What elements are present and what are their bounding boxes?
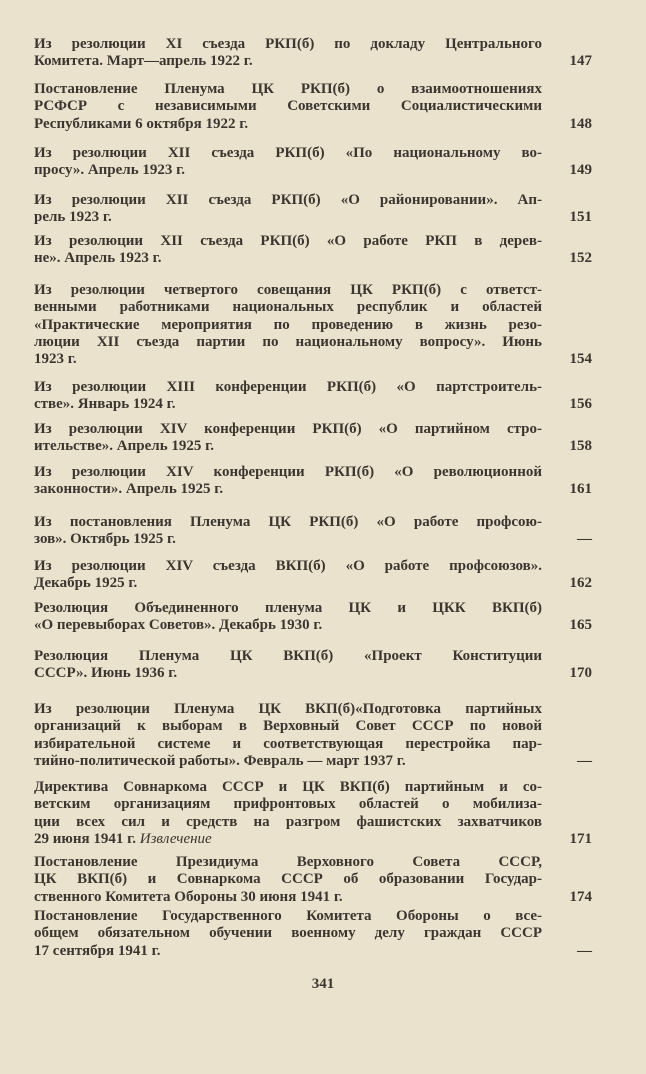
entry-text: «О перевыборах Советов». Декабрь 1930 г. <box>34 617 323 634</box>
toc-entry <box>34 464 594 499</box>
entry-title-line <box>34 209 542 226</box>
entry-title-line <box>34 334 542 351</box>
entry-title-line <box>34 796 542 813</box>
entry-page-number: 148 <box>569 115 592 132</box>
entry-title-line <box>34 779 542 796</box>
entry-text: Из постановления Пленума ЦК РКП(б) «О работе профсою- <box>34 514 542 530</box>
entry-title-line <box>34 600 542 617</box>
entry-title-line <box>34 192 542 209</box>
entry-title-line <box>34 701 542 718</box>
entry-text: Из резолюции XI съезда РКП(б) по докладу Центрального <box>34 36 542 52</box>
entry-text: ЦК ВКП(б) и Совнаркома СССР об образовании Государ- <box>34 871 542 888</box>
entry-page-number: 170 <box>569 665 592 682</box>
entry-text: 17 сентября 1941 г. <box>34 942 161 959</box>
entry-title-line <box>34 718 542 735</box>
entry-text: 29 июня 1941 г. <box>34 830 136 847</box>
toc-entry <box>34 379 594 414</box>
entry-text: Из резолюции XII съезда РКП(б) «По национальному во- <box>34 145 542 161</box>
entry-page-number: 162 <box>569 575 592 592</box>
entry-title-line <box>34 617 542 634</box>
entry-title-line <box>34 145 542 162</box>
entry-page-number: — <box>577 942 592 959</box>
entry-text: стве». Январь 1924 г. <box>34 396 176 413</box>
entry-text: Из резолюции XIV конференции РКП(б) «О партийном стро- <box>34 421 542 437</box>
entry-text: Директива Совнаркома СССР и ЦК ВКП(б) партийным и со- <box>34 779 542 795</box>
entry-title-line <box>34 753 542 770</box>
entry-text: люции XII съезда партии по национальному вопросу». Июнь <box>34 333 542 350</box>
entry-page-number: 149 <box>569 162 592 179</box>
entry-title-line <box>34 396 542 413</box>
entry-page-number: 161 <box>569 481 592 498</box>
entry-text: Резолюция Пленума ЦК ВКП(б) «Проект Конституции <box>34 648 542 664</box>
entry-title-line <box>34 81 542 98</box>
entry-title-line <box>34 943 542 960</box>
entry-text: Постановление Президиума Верховного Совета СССР, <box>34 854 542 870</box>
entry-text: Из резолюции XIV конференции РКП(б) «О революционной <box>34 464 542 480</box>
entry-text: Декабрь 1925 г. <box>34 575 138 592</box>
entry-title-line <box>34 481 542 498</box>
entry-text: избирательной системе и соответствующая перестройка пар- <box>34 735 542 752</box>
entry-title-line <box>34 464 542 481</box>
entry-page-number: 147 <box>569 53 592 70</box>
entry-text: венными работниками национальных республик и областей <box>34 299 542 316</box>
entry-title-line <box>34 736 542 753</box>
entry-page-number: 156 <box>569 396 592 413</box>
entry-title-line <box>34 871 542 888</box>
entry-title-line <box>34 98 542 115</box>
entry-title-line <box>34 421 542 438</box>
entry-text: ции всех сил и средств на разгром фашистских захватчиков <box>34 813 542 830</box>
toc-entry <box>34 701 594 770</box>
entry-page-number: 154 <box>569 351 592 368</box>
entry-page-number: — <box>577 752 592 769</box>
entry-text: ительстве». Апрель 1925 г. <box>34 438 214 455</box>
entry-text: Резолюция Объединенного пленума ЦК и ЦКК ВКП(б) <box>34 600 542 616</box>
entry-title-line <box>34 53 542 70</box>
entry-title-line <box>34 531 542 548</box>
entry-text: просу». Апрель 1923 г. <box>34 162 186 179</box>
entry-text: Постановление Пленума ЦК РКП(б) о взаимоотношениях <box>34 81 542 97</box>
entry-title-line <box>34 831 542 848</box>
entry-title-line <box>34 351 542 368</box>
page-number: 341 <box>311 976 335 992</box>
entry-text: общем обязательном обучении военному делу граждан СССР <box>34 925 542 942</box>
toc-entry <box>34 421 594 456</box>
entry-title-line <box>34 854 542 871</box>
entry-text: Из резолюции четвертого совещания ЦК РКП(б) с ответст- <box>34 282 542 298</box>
toc-entry <box>34 558 594 593</box>
toc-entry <box>34 36 594 71</box>
entry-title-line <box>34 162 542 179</box>
entry-title-line <box>34 648 542 665</box>
entry-title-line <box>34 814 542 831</box>
toc-entry <box>34 192 594 227</box>
entry-text: организаций к выборам в Верховный Совет СССР по новой <box>34 718 542 735</box>
toc-entry <box>34 514 594 549</box>
entry-text: «Практические мероприятия по проведению в жизнь резо- <box>34 316 542 333</box>
toc-entry <box>34 282 594 368</box>
toc-entry <box>34 854 594 906</box>
entry-text: ветским организациям прифронтовых областей о мобилиза- <box>34 796 542 813</box>
entry-title-line <box>34 514 542 531</box>
entry-title-line <box>34 925 542 942</box>
entry-text: Из резолюции XIV съезда ВКП(б) «О работе профсоюзов». <box>34 558 542 574</box>
entry-text: РСФСР с независимыми Советскими Социалистическими <box>34 98 542 115</box>
entry-text: тийно-политической работы». Февраль — март 1937 г. <box>34 752 406 769</box>
entry-title-line <box>34 317 542 334</box>
entry-page-number: 152 <box>569 250 592 267</box>
toc-entry <box>34 600 594 635</box>
entry-title-line <box>34 575 542 592</box>
entry-title-line <box>34 36 542 53</box>
toc-entry <box>34 81 594 133</box>
entry-title-line <box>34 282 542 299</box>
toc-entry <box>34 908 594 960</box>
entry-title-line <box>34 908 542 925</box>
entry-text: не». Апрель 1923 г. <box>34 250 162 267</box>
entry-title-line <box>34 250 542 267</box>
entry-text: Из резолюции XIII конференции РКП(б) «О партстроитель- <box>34 379 542 395</box>
entry-text: Из резолюции Пленума ЦК ВКП(б)«Подготовка партийных <box>34 701 542 717</box>
entry-text: Постановление Государственного Комитета Обороны о все- <box>34 908 542 924</box>
entry-page-number: 171 <box>569 830 592 847</box>
entry-title-line <box>34 299 542 316</box>
toc-entry <box>34 145 594 180</box>
entry-page-number: 174 <box>569 888 592 905</box>
entry-title-line <box>34 233 542 250</box>
entry-page-number: 165 <box>569 617 592 634</box>
entry-text: Из резолюции XII съезда РКП(б) «О районировании». Ап- <box>34 192 542 208</box>
entry-page-number: 151 <box>569 209 592 226</box>
entry-title-line <box>34 438 542 455</box>
toc-entry <box>34 233 594 268</box>
entry-text: ственного Комитета Обороны 30 июня 1941 г. <box>34 888 343 905</box>
entry-page-number: — <box>577 531 592 548</box>
toc-entry <box>34 779 594 848</box>
entry-text: законности». Апрель 1925 г. <box>34 481 224 498</box>
entry-title-line <box>34 889 542 906</box>
entry-page-number: 158 <box>569 438 592 455</box>
entry-title-line <box>34 379 542 396</box>
entry-text: СССР». Июнь 1936 г. <box>34 665 178 682</box>
entry-text: Из резолюции XII съезда РКП(б) «О работе РКП в дерев- <box>34 233 542 249</box>
toc-entry <box>34 648 594 683</box>
entry-text: зов». Октябрь 1925 г. <box>34 531 176 548</box>
entry-note: Извлечение <box>139 830 212 847</box>
entry-title-line <box>34 116 542 133</box>
entry-text: Комитета. Март—апрель 1922 г. <box>34 53 253 70</box>
entry-text: 1923 г. <box>34 351 77 368</box>
entry-title-line <box>34 558 542 575</box>
entry-title-line <box>34 665 542 682</box>
entry-text: Республиками 6 октября 1922 г. <box>34 115 249 132</box>
entry-text: рель 1923 г. <box>34 209 112 226</box>
